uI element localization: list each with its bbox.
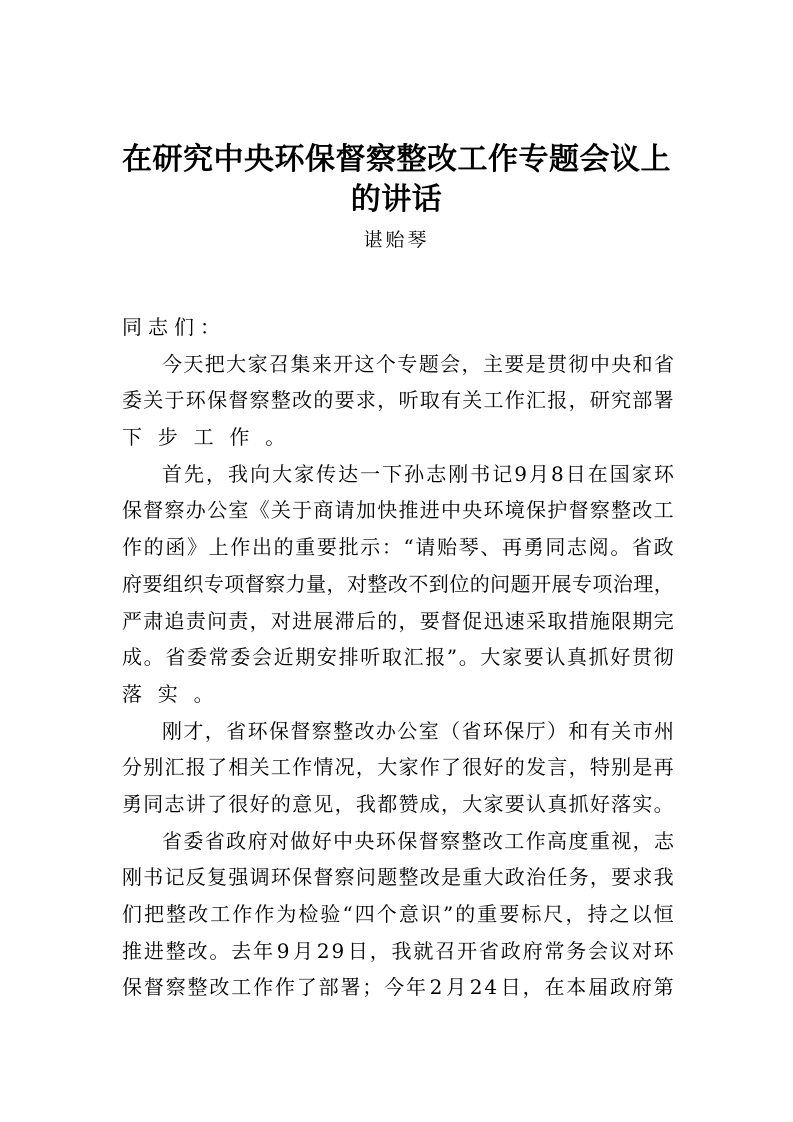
author-name: 谌贻琴 [363, 229, 430, 251]
paragraph-2-line-4: 府 要 组 织 专 项 督 察 力 量 ， 对 整 改 不 到 位 的 问 题 开 展 专 项 治 理 ， [122, 571, 674, 596]
paragraph-4-line-5: 保 督 察 整 改 工 作 作 了 部 署 ； 今 年 2 月 2 4 日 ， 在 本 届 政 府 第 [122, 975, 674, 1000]
paragraph-3-line-2: 分 别 汇 报 了 相 关 工 作 情 况 ， 大 家 作 了 很 好 的 发 言 ， 特 别 是 再 [122, 755, 674, 780]
paragraph-2-line-2: 保 督 察 办 公 室 《 关 于 商 请 加 快 推 进 中 央 环 境 保 护 督 察 整 改 工 [122, 498, 674, 523]
paragraph-2-line-5: 严 肃 追 责 问 责 ， 对 进 展 滞 后 的 ， 要 督 促 迅 速 采 取 措 施 限 期 完 [122, 608, 674, 633]
document-body [122, 309, 674, 1006]
paragraph-4-line-2: 刚 书 记 反 复 强 调 环 保 督 察 问 题 整 改 是 重 大 政 治 任 务 ， 要 求 我 [122, 865, 674, 890]
paragraph-4-line-3: 们 把 整 改 工 作 作 为 检 验 “ 四 个 意 识 ” 的 重 要 标 尺 ， 持 之 以 恒 [122, 902, 674, 926]
paragraph-2-line-1: 首 先 ， 我 向 大 家 传 达 一 下 孙 志 刚 书 记 9 月 8 日 在 国 家 环 [162, 461, 674, 486]
paragraph-1-line-3: 下步工作。 [122, 425, 301, 450]
paragraph-2-line-3: 作 的 函 》 上 作 出 的 重 要 批 示 ： “ 请 贻 琴 、 再 勇 同 志 阅 。 省 政 [122, 535, 674, 560]
paragraph-4-line-1: 省 委 省 政 府 对 做 好 中 央 环 保 督 察 整 改 工 作 高 度 重 视 ， 志 [162, 828, 674, 853]
paragraph-2-line-7: 落实。 [122, 681, 230, 706]
paragraph-3-line-1: 刚 才 ， 省 环 保 督 察 整 改 办 公 室 （ 省 环 保 厅 ） 和 有 关 市 州 [162, 718, 674, 743]
salutation: 同志们： [122, 315, 226, 339]
paragraph-3-line-3: 勇 同 志 讲 了 很 好 的 意 见 ， 我 都 赞 成 ， 大 家 要 认 真 抓 好 落 实 。 [122, 791, 674, 816]
paragraph-1-line-1: 今 天 把 大 家 召 集 来 开 这 个 专 题 会 ， 主 要 是 贯 彻 中 央 和 省 [162, 351, 674, 376]
paragraph-4-line-4: 推 进 整 改 。 去 年 9 月 2 9 日 ， 我 就 召 开 省 政 府 常 务 会 议 对 环 [122, 938, 674, 963]
title-line-2: 的讲话 [350, 182, 443, 217]
paragraph-2-line-6: 成 。 省 委 常 委 会 近 期 安 排 听 取 汇 报 ” 。 大 家 要 认 真 抓 好 贯 彻 [122, 645, 674, 670]
paragraph-1-line-2: 委 关 于 环 保 督 察 整 改 的 要 求 ， 听 取 有 关 工 作 汇 报 ， 研 究 部 署 [122, 388, 674, 413]
title-line-1: 在研究中央环保督察整改工作专题会议上 [122, 142, 671, 177]
document-title [120, 140, 673, 220]
